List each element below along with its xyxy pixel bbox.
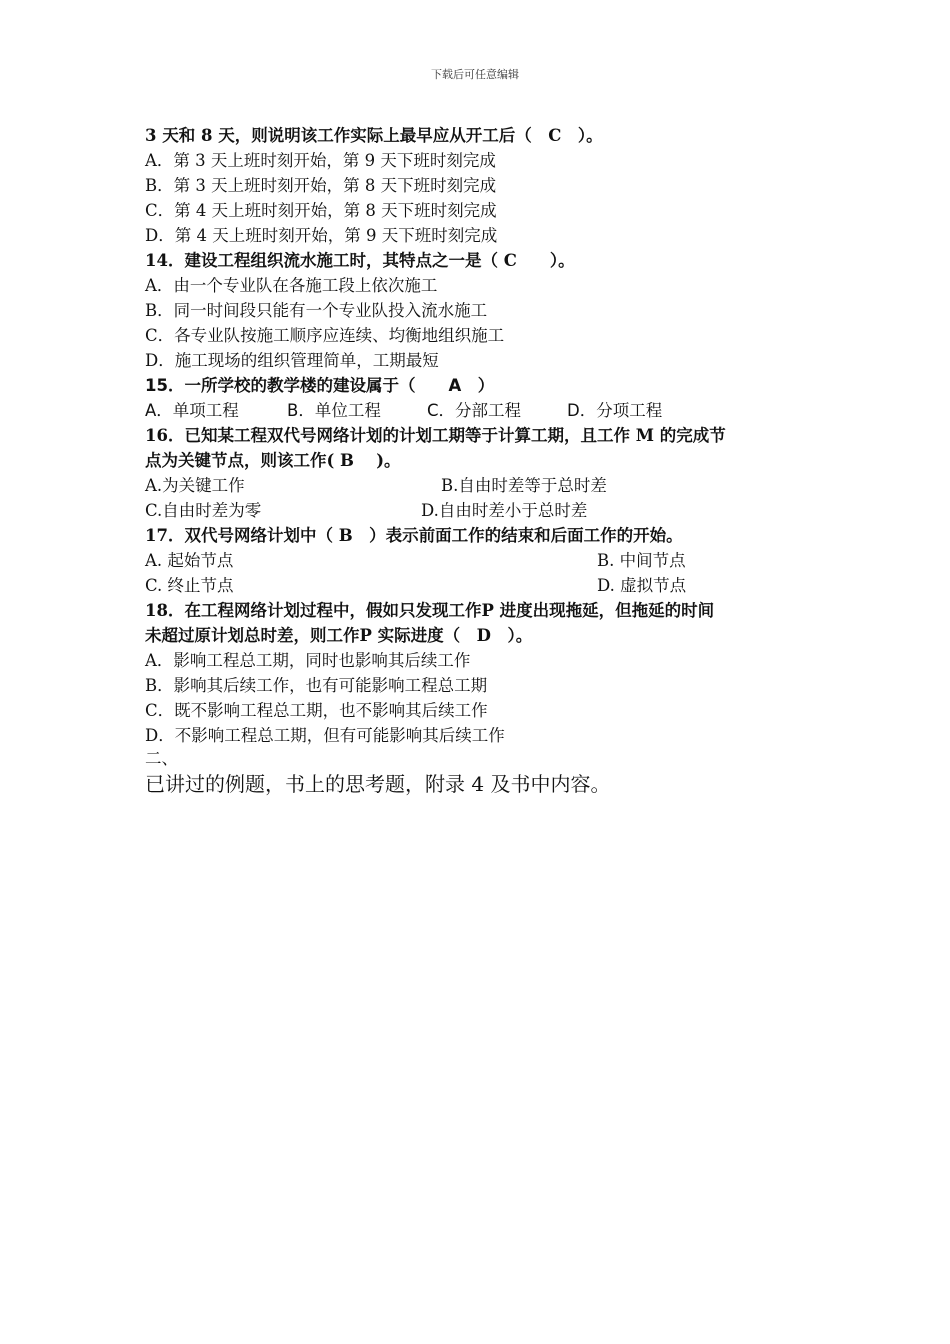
section2-heading: 二、 [145, 749, 178, 768]
q17-option-a: A. 起始节点 [145, 551, 234, 570]
q14-stem: 14．建设工程组织流水施工时，其特点之一是（ C ）。 [145, 251, 575, 270]
q17-options-row1 [145, 549, 686, 573]
section2-text: 已讲过的例题，书上的思考题，附录 4 及书中内容。 [145, 772, 611, 796]
q16-option-a: A.为关键工作 [145, 476, 245, 495]
q18-option-d: D．不影响工程总工期，但有可能影响其后续工作 [145, 726, 505, 745]
q14-option-c: C．各专业队按施工顺序应连续、均衡地组织施工 [145, 326, 505, 345]
q17-options-row2 [145, 574, 686, 598]
q16-options-row1 [145, 474, 607, 498]
q13-option-d: D．第 4 天上班时刻开始，第 9 天下班时刻完成 [145, 226, 498, 245]
q13-stem: 3 天和 8 天，则说明该工作实际上最早应从开工后（ C ）。 [145, 126, 603, 145]
q15-option-b: B．单位工程 [287, 401, 381, 420]
q15-option-d: D．分项工程 [567, 401, 663, 420]
q18-option-b: B．影响其后续工作，也有可能影响工程总工期 [145, 676, 488, 695]
q16-stem-line2: 点为关键节点，则该工作( B )。 [145, 451, 401, 470]
q16-option-b: B.自由时差等于总时差 [441, 476, 607, 495]
q14-option-d: D．施工现场的组织管理简单，工期最短 [145, 351, 439, 370]
q14-option-a: A．由一个专业队在各施工段上依次施工 [145, 276, 438, 295]
q15-stem: 15．一所学校的教学楼的建设属于（ A ） [145, 376, 495, 395]
q15-option-c: C．分部工程 [427, 401, 522, 420]
q18-option-a: A．影响工程总工期，同时也影响其后续工作 [145, 651, 471, 670]
q16-option-c: C.自由时差为零 [145, 501, 262, 520]
q13-option-b: B．第 3 天上班时刻开始，第 8 天下班时刻完成 [145, 176, 497, 195]
q15-option-a: A．单项工程 [145, 401, 239, 420]
q17-option-c: C. 终止节点 [145, 576, 234, 595]
q14-option-b: B．同一时间段只能有一个专业队投入流水施工 [145, 301, 488, 320]
q17-stem: 17．双代号网络计划中（ B ）表示前面工作的结束和后面工作的开始。 [145, 526, 683, 545]
q13-option-a: A．第 3 天上班时刻开始，第 9 天下班时刻完成 [145, 151, 496, 170]
q17-option-d: D. 虚拟节点 [597, 576, 687, 595]
q16-option-d: D.自由时差小于总时差 [421, 501, 588, 520]
q18-option-c: C．既不影响工程总工期，也不影响其后续工作 [145, 701, 488, 720]
q18-stem-line1: 18．在工程网络计划过程中，假如只发现工作P 进度出现拖延，但拖延的时间 [145, 601, 715, 620]
q16-options-row2 [145, 499, 587, 523]
q17-option-b: B. 中间节点 [597, 551, 686, 570]
q13-option-c: C．第 4 天上班时刻开始，第 8 天下班时刻完成 [145, 201, 497, 220]
q18-stem-line2: 未超过原计划总时差，则工作P 实际进度（ D ）。 [145, 626, 533, 645]
q15-options [145, 399, 662, 423]
q16-stem-line1: 16．已知某工程双代号网络计划的计划工期等于计算工期，且工作 M 的完成节 [145, 426, 726, 445]
page-header: 下载后可任意编辑 [431, 68, 519, 81]
